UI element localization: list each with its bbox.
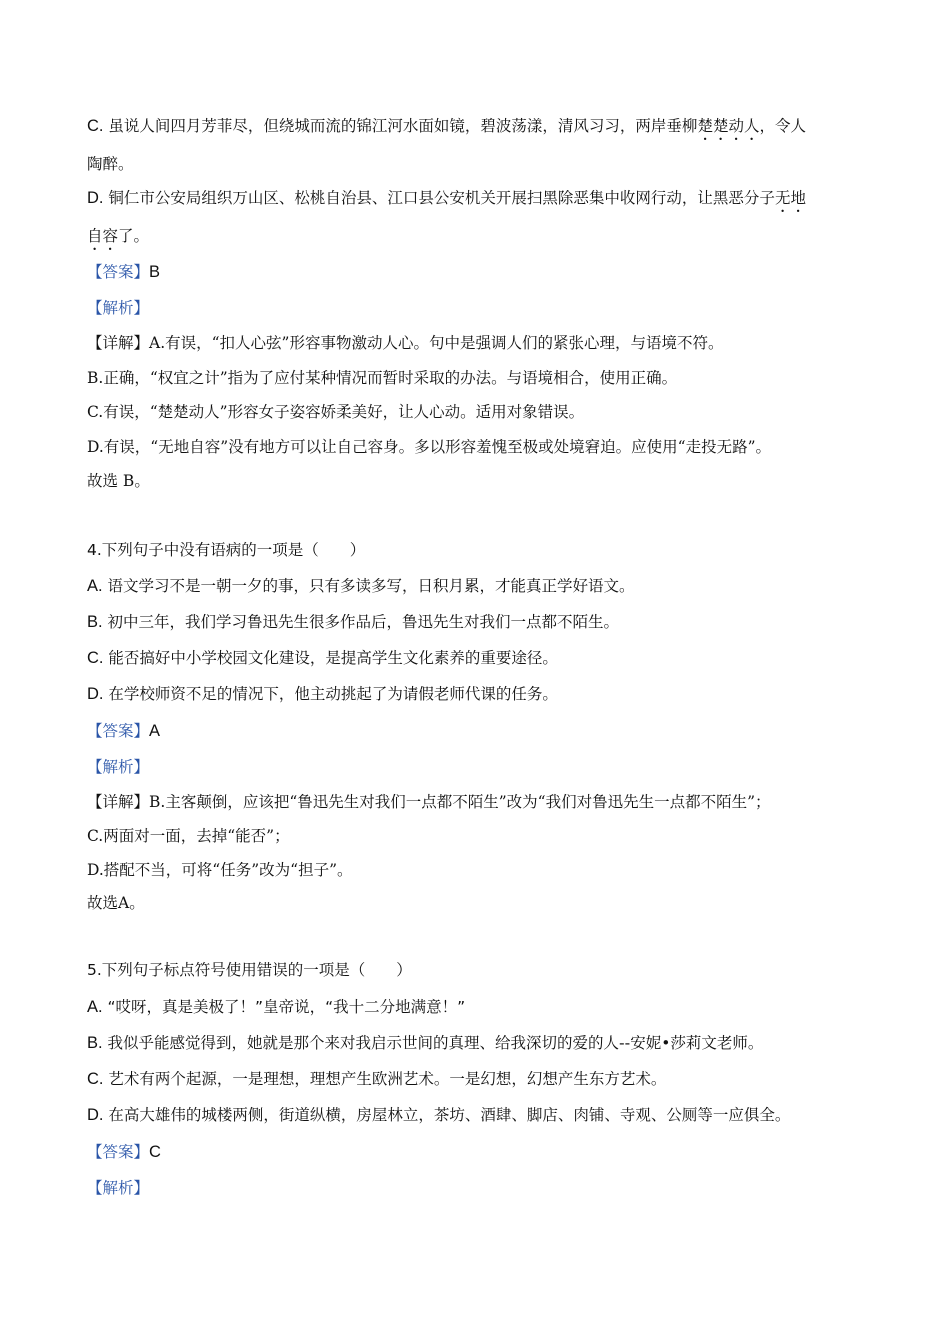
analysis-tag: 【解析】 — [87, 758, 150, 776]
option-letter: B. — [87, 1034, 103, 1052]
q3-detail-line-2: B.正确，“权宜之计”指为了应付某种情况而暂时采取的办法。与语境相合，使用正确。 — [87, 369, 678, 387]
q4-option-d — [87, 684, 867, 704]
q4-detail-line-1: 【详解】B.主客颠倒，应该把“鲁迅先生对我们一点都不陌生”改为“我们对鲁迅先生一点都不陌生”； — [87, 793, 771, 811]
answer-tag: 【答案】 — [87, 1143, 150, 1161]
q5-option-d — [87, 1105, 867, 1125]
answer-tag: 【答案】 — [87, 722, 150, 740]
q5-answer — [87, 1142, 867, 1162]
option-text: “哎呀，真是美极了！”皇帝说，“我十二分地满意！” — [102, 998, 466, 1016]
analysis-tag: 【解析】 — [87, 1179, 150, 1197]
option-letter: D. — [87, 189, 104, 207]
q5-option-b — [87, 1033, 867, 1053]
q4-option-c — [87, 648, 867, 668]
q5-option-c — [87, 1069, 867, 1089]
option-text: 初中三年，我们学习鲁迅先生很多作品后，鲁迅先生对我们一点都不陌生。 — [102, 613, 620, 631]
q3-conclusion: 故选 B。 — [87, 472, 150, 490]
q4-answer — [87, 721, 867, 741]
q3-detail-line-4: D.有误，“无地自容”没有地方可以让自己容身。多以形容羞愧至极或处境窘迫。应使用“走投无路”。 — [87, 438, 772, 456]
option-text-continued: 陶醉。 — [87, 155, 134, 173]
q3-option-c-continued — [87, 154, 867, 174]
option-text: 铜仁市公安局组织万山区、松桃自治县、江口县公安机关开展扫黑除恶集中收网行动，让黑恶分子 — [103, 189, 775, 207]
marked-phrase: 无地 — [774, 189, 806, 207]
marked-phrase: 楚楚动人 — [697, 117, 760, 135]
option-letter: B. — [87, 613, 103, 631]
option-letter: D. — [87, 685, 104, 703]
option-letter: A. — [87, 998, 103, 1016]
answer-tag: 【答案】 — [87, 263, 150, 281]
q4-stem: 4.下列句子中没有语病的一项是（ ） — [87, 541, 366, 559]
analysis-tag: 【解析】 — [87, 299, 150, 317]
answer-value: A — [149, 722, 161, 740]
option-text: 虽说人间四月芳菲尽，但绕城而流的锦江河水面如镜，碧波荡漾，清风习习，两岸垂柳 — [103, 117, 698, 135]
q4-detail-line-2: C.两面对一面，去掉“能否”； — [87, 827, 290, 845]
q3-option-c — [87, 116, 867, 144]
option-text-tail: 了。 — [118, 227, 150, 245]
q3-detail-line-3: C.有误，“楚楚动人”形容女子姿容娇柔美好，让人心动。适用对象错误。 — [87, 403, 585, 421]
q4-detail-line-3: D.搭配不当，可将“任务”改为“担子”。 — [87, 861, 353, 879]
option-text: 在高大雄伟的城楼两侧，街道纵横，房屋林立，茶坊、酒肆、脚店、肉铺、寺观、公厕等一应俱全。 — [103, 1106, 791, 1124]
q3-detail-line-1: 【详解】A.有误，“扣人心弦”形容事物激动人心。句中是强调人们的紧张心理，与语境不符。 — [87, 334, 724, 352]
q5-stem: 5.下列句子标点符号使用错误的一项是（ ） — [87, 961, 412, 979]
q4-conclusion: 故选A。 — [87, 894, 145, 912]
option-letter: C. — [87, 1070, 104, 1088]
option-text: 在学校师资不足的情况下，他主动挑起了为请假老师代课的任务。 — [103, 685, 558, 703]
option-text: 我似乎能感觉得到，她就是那个来对我启示世间的真理、给我深切的爱的人--安妮•莎莉文老师。 — [102, 1034, 764, 1052]
option-text-tail: ，令人 — [759, 117, 806, 135]
q3-option-d — [87, 188, 867, 216]
option-letter: C. — [87, 117, 104, 135]
option-letter: C. — [87, 649, 104, 667]
q3-option-d-continued — [87, 226, 867, 254]
option-text: 语文学习不是一朝一夕的事，只有多读多写，日积月累，才能真正学好语文。 — [102, 577, 635, 595]
marked-phrase: 自容 — [87, 227, 119, 245]
q4-option-a — [87, 576, 867, 596]
option-text: 能否搞好中小学校园文化建设，是提高学生文化素养的重要途径。 — [103, 649, 558, 667]
option-letter: A. — [87, 577, 103, 595]
q3-analysis-tag — [87, 298, 867, 318]
answer-value: B — [149, 263, 161, 281]
q4-option-b — [87, 612, 867, 632]
option-letter: D. — [87, 1106, 104, 1124]
q5-option-a — [87, 997, 867, 1017]
answer-value: C — [149, 1143, 161, 1161]
q4-analysis-tag — [87, 757, 867, 777]
q5-analysis-tag — [87, 1178, 867, 1198]
q3-answer — [87, 262, 867, 282]
option-text: 艺术有两个起源，一是理想，理想产生欧洲艺术。一是幻想，幻想产生东方艺术。 — [103, 1070, 667, 1088]
